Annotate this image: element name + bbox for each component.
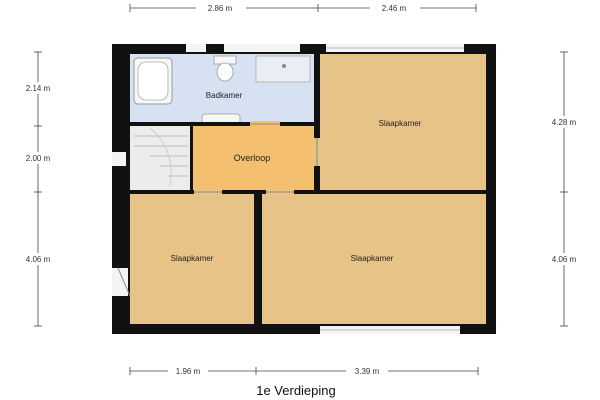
dimension-left-middle: 2.00 m bbox=[25, 154, 51, 163]
window-left-stairs bbox=[112, 152, 126, 166]
dimension-left-top: 2.14 m bbox=[25, 84, 51, 93]
dimension-right-bottom: 4.06 m bbox=[551, 255, 577, 264]
dimension-left-bottom: 4.06 m bbox=[25, 255, 51, 264]
floor-title: 1e Verdieping bbox=[256, 383, 336, 398]
dimension-right-top: 4.28 m bbox=[551, 118, 577, 127]
dimension-line-top bbox=[130, 4, 476, 12]
room-label-slaapkamer-bottom-right: Slaapkamer bbox=[350, 254, 394, 263]
wall-bottom-vertical bbox=[254, 190, 262, 326]
room-label-badkamer: Badkamer bbox=[205, 91, 243, 100]
wall-landing-left bbox=[190, 126, 193, 190]
window-top-bathroom-2 bbox=[224, 44, 300, 52]
stairwell-floor bbox=[130, 124, 192, 190]
dimension-top-left: 2.86 m bbox=[207, 4, 233, 13]
wall-landing-right bbox=[314, 54, 320, 190]
dimension-line-right bbox=[560, 52, 568, 326]
shower-icon bbox=[256, 56, 310, 82]
dimension-top-right: 2.46 m bbox=[381, 4, 407, 13]
wall-bath-bottom bbox=[130, 122, 314, 126]
window-top-bathroom bbox=[186, 44, 206, 52]
wall-middle-horizontal bbox=[130, 190, 486, 194]
room-label-slaapkamer-top-right: Slaapkamer bbox=[378, 119, 422, 128]
room-label-overloop: Overloop bbox=[233, 153, 271, 163]
dimension-bottom-left: 1.96 m bbox=[175, 367, 201, 376]
room-label-slaapkamer-bottom-left: Slaapkamer bbox=[170, 254, 214, 263]
dimension-bottom-right: 3.39 m bbox=[354, 367, 380, 376]
bathtub-icon bbox=[134, 58, 172, 104]
